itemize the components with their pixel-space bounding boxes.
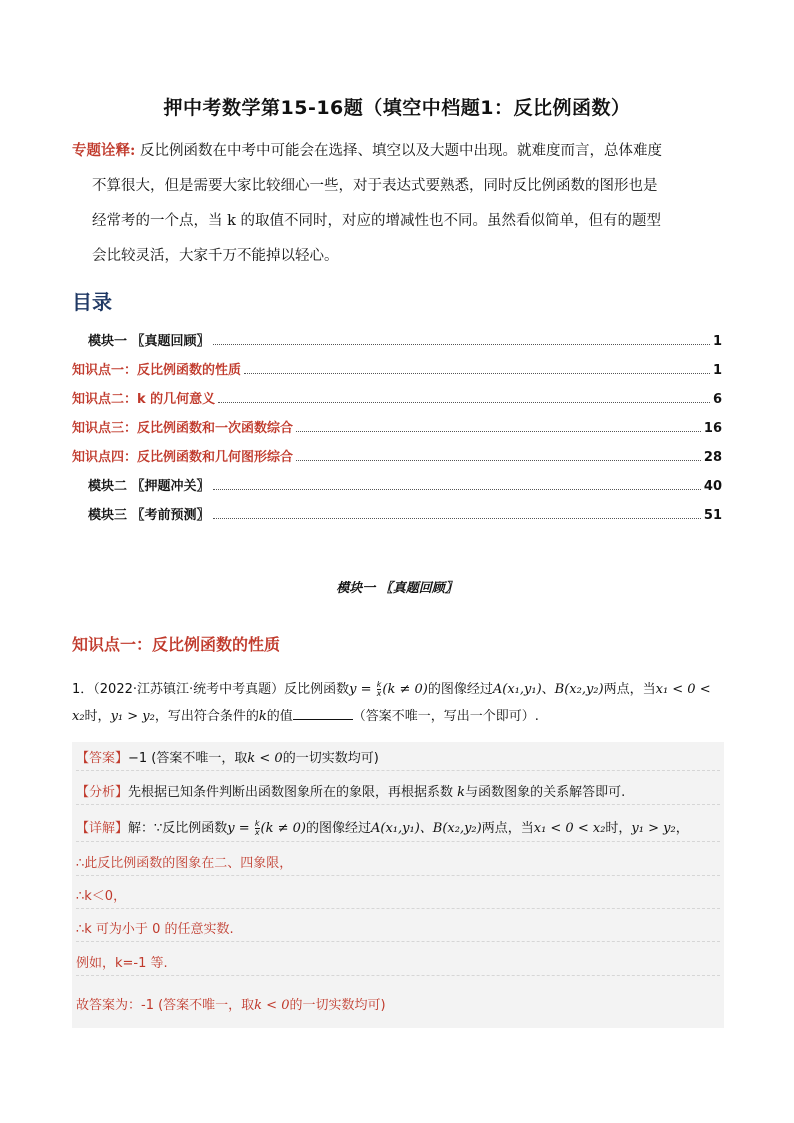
- toc-heading: 目录: [72, 290, 112, 314]
- toc-item-kp-4[interactable]: 知识点四：反比例函数和几何图形综合 28: [72, 450, 722, 465]
- answer-line: 【答案】−1 (答案不唯一，取k < 0的一切实数均可): [76, 747, 720, 771]
- intro-line-2: 不算很大，但是需要大家比较细心一些，对于表达式要熟悉，同时反比例函数的图形也是: [92, 178, 658, 194]
- toc-item-kp-3[interactable]: 知识点三：反比例函数和一次函数综合 16: [72, 421, 722, 436]
- toc-item-kp-2[interactable]: 知识点二：k 的几何意义 6: [72, 392, 722, 407]
- intro-line-3: 经常考的一个点，当 k 的取值不同时，对应的增减性也不同。虽然看似简单，但有的题型: [92, 213, 662, 229]
- fraction-k-over-x: $\frac{k}{x}$: [254, 819, 260, 837]
- module-heading: 模块一 〖真题回顾〗: [336, 581, 458, 596]
- question-1: [72, 676, 724, 730]
- fraction-k-over-x: $\frac{k}{x}$: [376, 680, 382, 698]
- toc-item-module-2[interactable]: 模块二 〖押题冲关〗 40: [88, 479, 722, 494]
- detail-step-k-any: ∴k 可为小于 0 的任意实数.: [76, 918, 720, 942]
- table-of-contents: [72, 320, 722, 523]
- intro-label: 专题诠释:: [72, 142, 136, 159]
- page-title: 押中考数学第15-16题（填空中档题1：反比例函数）: [163, 97, 631, 119]
- analysis-line: 【分析】先根据已知条件判断出函数图象所在的象限，再根据系数 k与函数图象的关系解答即可.: [76, 781, 720, 805]
- question-line-2: x₂时，y₁ > y₂，写出符合条件的k的值 （答案不唯一，写出一个即可）.: [72, 709, 539, 724]
- analysis-tag: 【分析】: [76, 785, 129, 800]
- final-answer-line: 故答案为：-1 (答案不唯一，取k < 0的一切实数均可): [76, 998, 386, 1013]
- detail-step-example: 例如，k=-1 等.: [76, 952, 720, 976]
- question-line-1: 1．（2022·江苏镇江·统考中考真题）反比例函数y = $\frac{k}{x}$ (k ≠ 0)的图像经过A(x₁,y₁)、B(x₂,y₂)两点，当x₁ < 0 <: [72, 680, 711, 698]
- detail-step-k-negative: ∴k＜0，: [76, 885, 720, 909]
- answer-section: [72, 742, 724, 1028]
- toc-item-module-3[interactable]: 模块三 〖考前预测〗 51: [88, 508, 722, 523]
- detail-step-quadrants: ∴此反比例函数的图象在二、四象限，: [76, 852, 720, 876]
- intro-line-4: 会比较灵活，大家千万不能掉以轻心。: [92, 248, 339, 264]
- toc-item-kp-1[interactable]: 知识点一：反比例函数的性质 1: [72, 363, 722, 378]
- intro-section: [72, 133, 724, 274]
- answer-tag: 【答案】: [76, 751, 129, 766]
- toc-item-module-1[interactable]: 模块一 〖真题回顾〗 1: [88, 334, 722, 349]
- detail-tag: 【详解】: [76, 821, 129, 836]
- knowledge-point-heading: 知识点一：反比例函数的性质: [72, 635, 281, 654]
- intro-line-1: 专题诠释: 反比例函数在中考中可能会在选择、填空以及大题中出现。就难度而言，总体难度: [72, 142, 662, 159]
- detail-line: 【详解】解：∵反比例函数y = $\frac{k}{x}$ (k ≠ 0)的图像经过A(x₁,y₁)、B(x₂,y₂)两点，当x₁ < 0 < x₂时，y₁ > y₂，: [76, 817, 720, 842]
- answer-blank[interactable]: [293, 707, 353, 720]
